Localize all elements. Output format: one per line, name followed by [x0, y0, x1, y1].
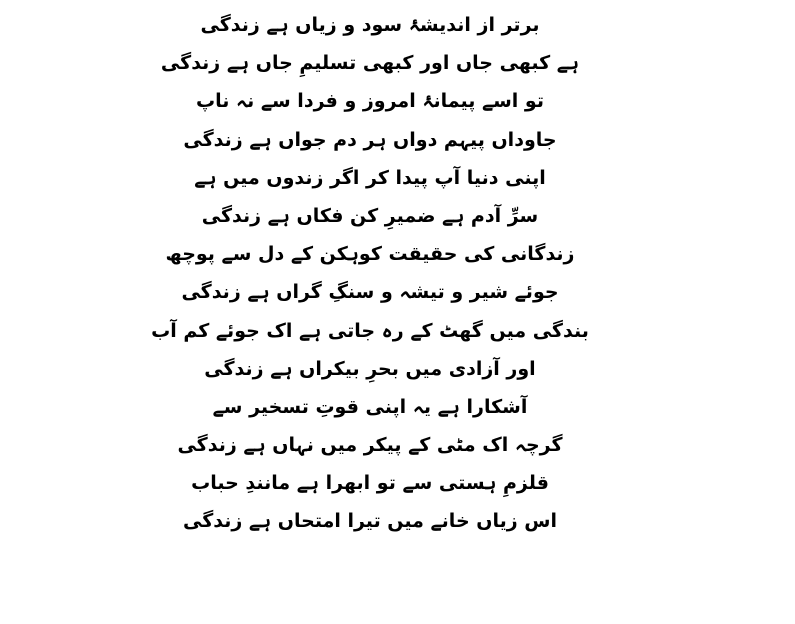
- poem: [150, 6, 590, 618]
- verse-8: جوئے شیر و تیشہ و سنگِ گراں ہے زندگی: [181, 281, 559, 304]
- verse-7: زندگانی کی حقیقت کوہکن کے دل سے پوچھ: [165, 243, 575, 266]
- verse-9: بندگی میں گھٹ کے رہ جاتی ہے اک جوئے کم آب: [151, 319, 589, 342]
- verse-11: آشکارا ہے یہ اپنی قوتِ تسخیر سے: [212, 395, 528, 418]
- verse-3: تو اسے پیمانۂ امروز و فردا سے نہ ناپ: [196, 90, 544, 113]
- verse-6: سرِّ آدم ہے ضمیرِ کن فکاں ہے زندگی: [201, 204, 539, 227]
- verse-14: اس زیاں خانے میں تیرا امتحاں ہے زندگی: [182, 510, 558, 533]
- verse-12: گرچہ اک مٹی کے پیکر میں نہاں ہے زندگی: [177, 434, 563, 457]
- verse-2: ہے کبھی جاں اور کبھی تسلیمِ جاں ہے زندگی: [160, 52, 580, 75]
- verse-5: اپنی دنیا آپ پیدا کر اگر زندوں میں ہے: [194, 166, 546, 189]
- verse-13: قلزمِ ہستی سے تو ابھرا ہے مانندِ حباب: [191, 472, 549, 495]
- verse-1: برتر از اندیشۂ سود و زیاں ہے زندگی: [200, 14, 540, 36]
- verse-4: جاوداں پیہم دواں ہر دم جواں ہے زندگی: [183, 128, 557, 151]
- verse-10: اور آزادی میں بحرِ بیکراں ہے زندگی: [204, 357, 536, 380]
